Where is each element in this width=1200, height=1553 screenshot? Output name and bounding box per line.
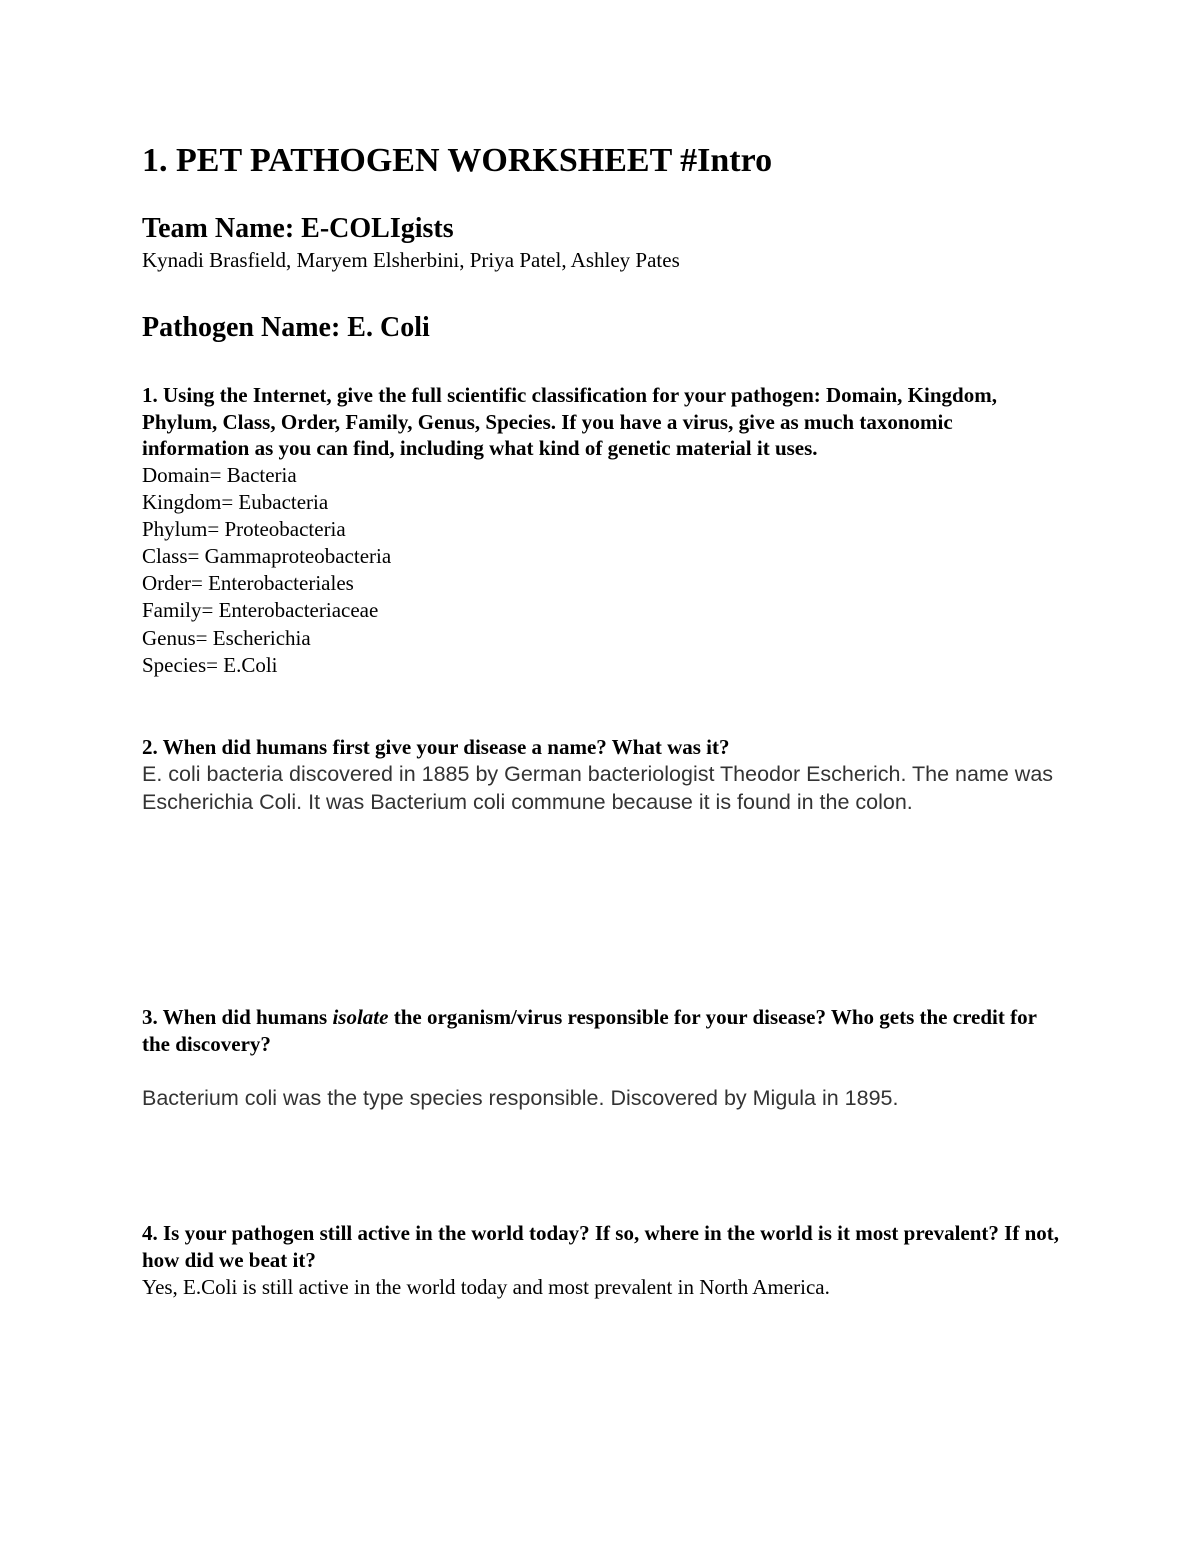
classification-genus: Genus= Escherichia	[142, 625, 311, 650]
classification-phylum: Phylum= Proteobacteria	[142, 517, 346, 542]
question-1: 1. Using the Internet, give the full scientific classification for your pathogen: Domain, Kingdom, Phylum, Class, Order, Family, Genus, Species. If you have a virus, give as much taxonomic information as you can find, including what kind of genetic material it uses.	[142, 383, 997, 460]
classification-species: Species= E.Coli	[142, 652, 278, 677]
question-3-emphasis: isolate	[332, 1005, 389, 1029]
classification-kingdom: Kingdom= Eubacteria	[142, 490, 329, 515]
classification-domain: Domain= Bacteria	[142, 463, 297, 487]
answer-3: Bacterium coli was the type species responsible. Discovered by Migula in 1895.	[142, 1086, 899, 1110]
page-title: 1. PET PATHOGEN WORKSHEET #Intro	[142, 142, 773, 179]
team-members: Kynadi Brasfield, Maryem Elsherbini, Priya Patel, Ashley Pates	[142, 248, 680, 272]
pathogen-name-heading: Pathogen Name: E. Coli	[142, 312, 430, 343]
question-3-start: 3. When did humans	[142, 1005, 333, 1029]
question-4: 4. Is your pathogen still active in the world today? If so, where in the world is it most prevalent? If not, how did we beat it?	[142, 1221, 1060, 1272]
classification-family: Family= Enterobacteriaceae	[142, 598, 379, 623]
answer-4: Yes, E.Coli is still active in the world today and most prevalent in North America.	[142, 1275, 830, 1299]
question-3-end: the organism/virus responsible for your disease? Who gets the credit for the discovery?	[142, 1005, 1037, 1056]
question-2: 2. When did humans first give your disease a name? What was it?	[142, 735, 730, 759]
classification-class: Class= Gammaproteobacteria	[142, 544, 392, 569]
classification-order: Order= Enterobacteriales	[142, 571, 354, 596]
team-name-heading: Team Name: E-COLIgists	[142, 213, 454, 244]
classification-list	[142, 462, 391, 679]
answer-2: E. coli bacteria discovered in 1885 by German bacteriologist Theodor Escherich. The name was Escherichia Coli. It was Bacterium coli commune because it is found in the colon.	[142, 762, 1054, 814]
question-3	[142, 1004, 1062, 1057]
